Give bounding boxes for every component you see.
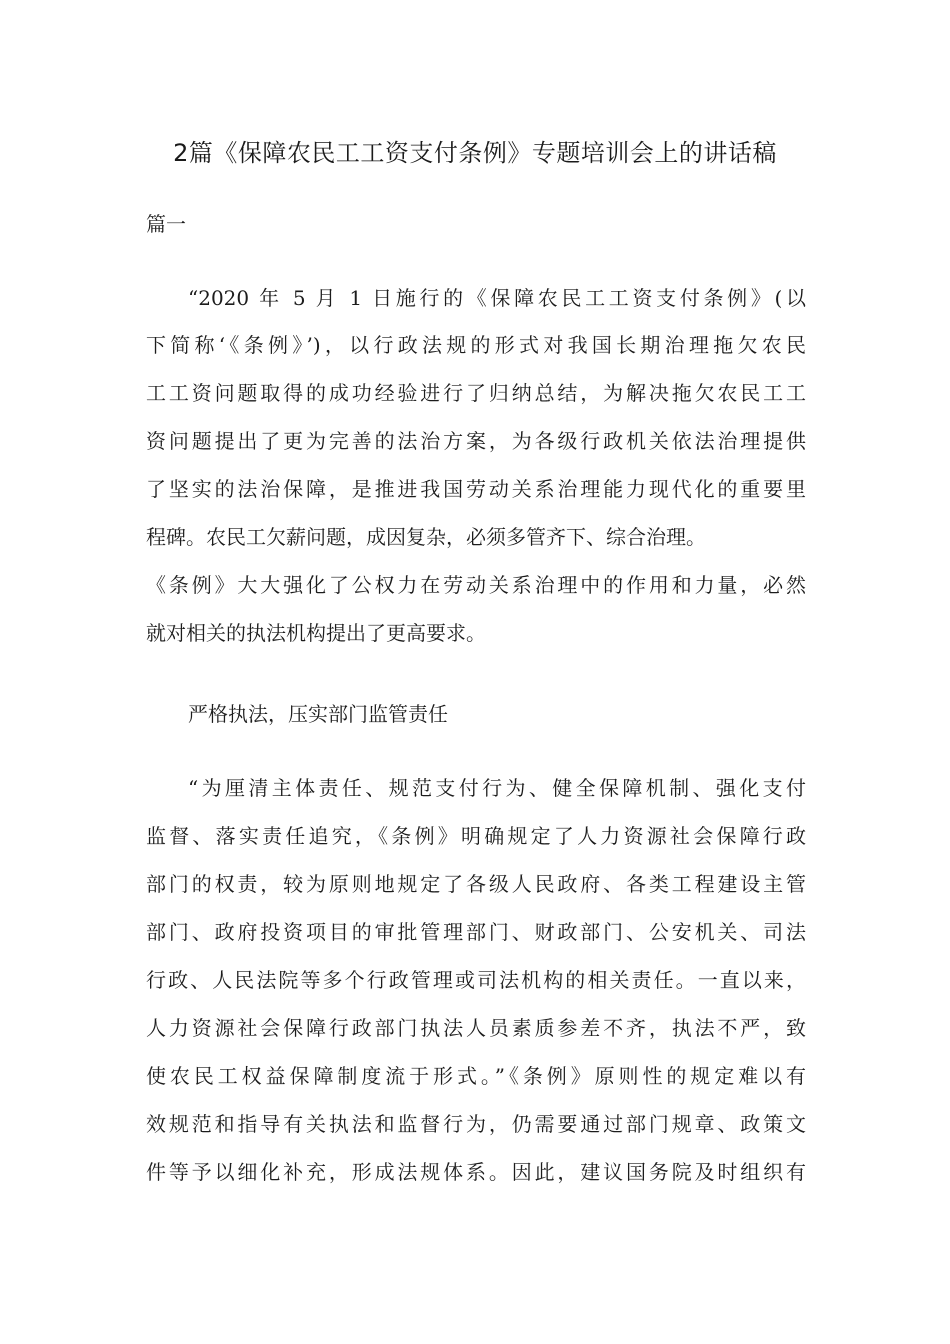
paragraph-line: 行政、人民法院等多个行政管理或司法机构的相关责任。一直以来， <box>146 968 806 992</box>
section-heading: 严格执法，压实部门监管责任 <box>188 702 448 726</box>
paragraph-line: 人力资源社会保障行政部门执法人员素质参差不齐，执法不严，致 <box>146 1016 806 1040</box>
paragraph-line: 下简称‘《条例》’)，以行政法规的形式对我国长期治理拖欠农民 <box>146 333 806 357</box>
paragraph-line: 效规范和指导有关执法和监督行为，仍需要通过部门规章、政策文 <box>146 1112 806 1136</box>
paragraph-line: 部门、政府投资项目的审批管理部门、财政部门、公安机关、司法 <box>146 920 806 944</box>
document-title: 2篇《保障农民工工资支付条例》专题培训会上的讲话稿 <box>173 139 777 167</box>
paragraph-line: 件等予以细化补充，形成法规体系。因此，建议国务院及时组织有 <box>146 1160 806 1184</box>
paragraph-line: “2020 年 5 月 1 日施行的《保障农民工工资支付条例》(以 <box>188 286 806 310</box>
paragraph-line: 资问题提出了更为完善的法治方案，为各级行政机关依法治理提供 <box>146 429 806 453</box>
paragraph-line: “为厘清主体责任、规范支付行为、健全保障机制、强化支付 <box>188 776 806 800</box>
paragraph-line: 使农民工权益保障制度流于形式。”《条例》原则性的规定难以有 <box>146 1064 806 1088</box>
paragraph-line: 监督、落实责任追究，《条例》明确规定了人力资源社会保障行政 <box>146 824 806 848</box>
paragraph-line: 了坚实的法治保障，是推进我国劳动关系治理能力现代化的重要里 <box>146 477 806 501</box>
paragraph-line: 工工资问题取得的成功经验进行了归纳总结，为解决拖欠农民工工 <box>146 381 806 405</box>
section-label: 篇一 <box>146 212 186 236</box>
paragraph-line: 程碑。农民工欠薪问题，成因复杂，必须多管齐下、综合治理。 <box>146 525 706 549</box>
paragraph-line: 就对相关的执法机构提出了更高要求。 <box>146 621 486 645</box>
paragraph-line: 《条例》大大强化了公权力在劳动关系治理中的作用和力量，必然 <box>146 573 806 597</box>
paragraph-line: 部门的权责，较为原则地规定了各级人民政府、各类工程建设主管 <box>146 872 806 896</box>
